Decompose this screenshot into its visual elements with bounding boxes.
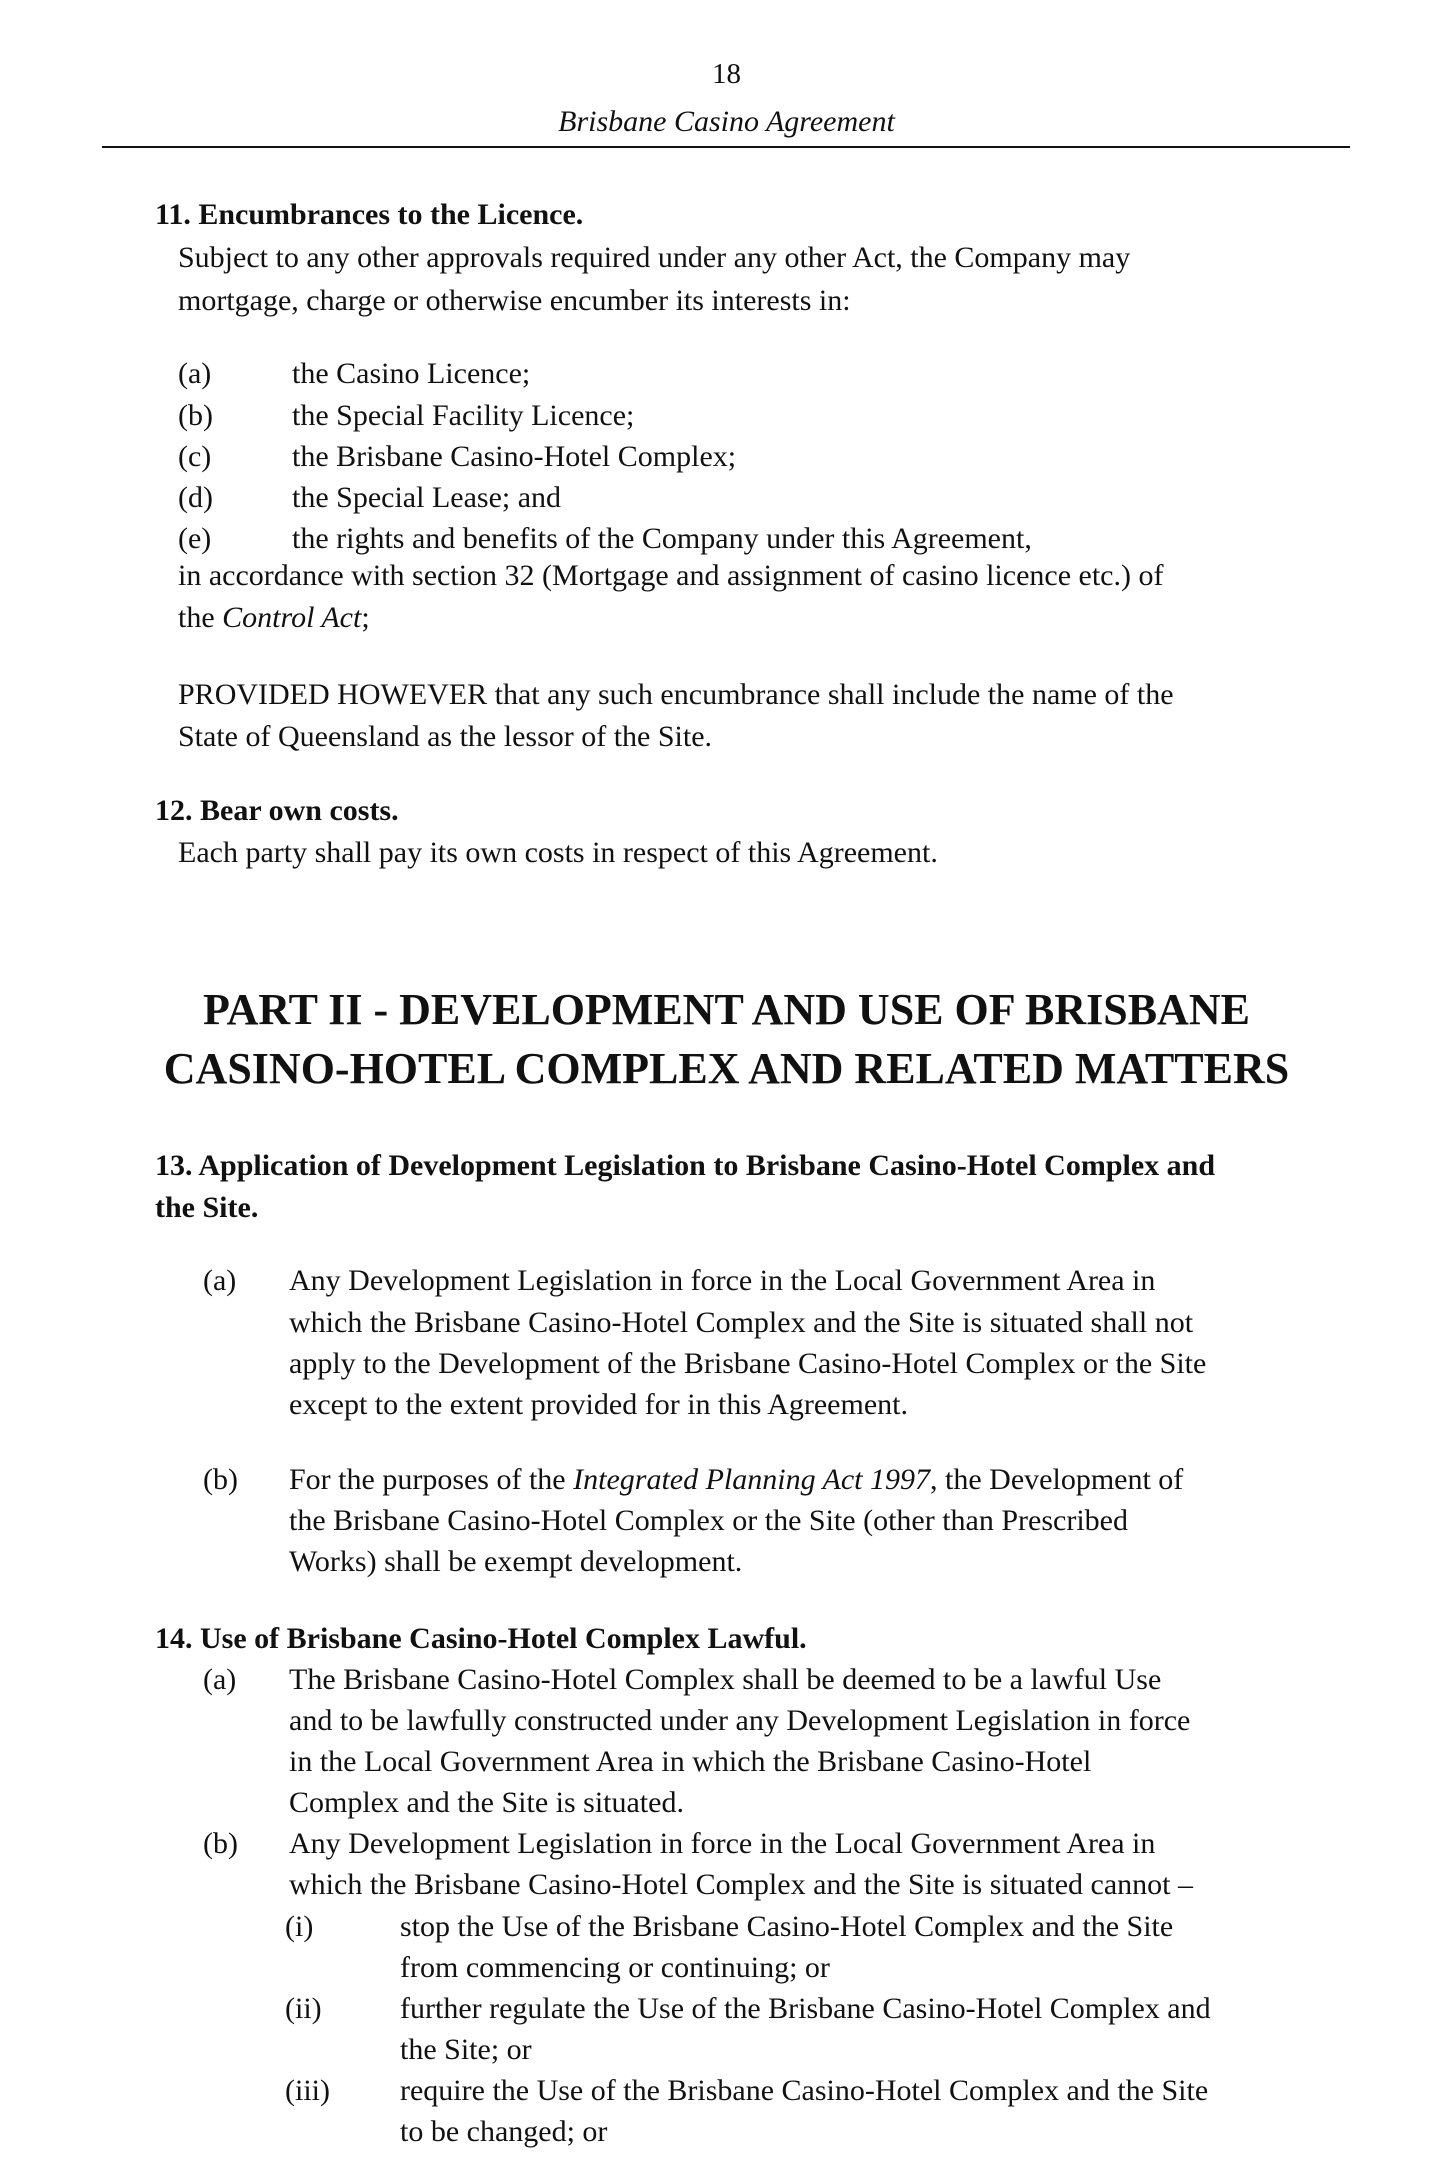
list-item-text: the Special Facility Licence;	[292, 399, 635, 432]
proviso-line-1: PROVIDED HOWEVER that any such encumbrance shall include the name of the	[178, 678, 1174, 711]
section-11-heading: 11. Encumbrances to the Licence.	[155, 198, 584, 231]
page-number: 18	[712, 58, 741, 90]
section-11-intro-line-1: Subject to any other approvals required under any other Act, the Company may	[178, 241, 1131, 274]
list-item-marker: (d)	[178, 481, 213, 514]
list-item-marker: (e)	[178, 522, 212, 555]
sub-item-line: further regulate the Use of the Brisbane Casino-Hotel Complex and	[400, 1992, 1211, 2025]
sub-item-marker: (i)	[285, 1910, 314, 1943]
section-14-heading: 14. Use of Brisbane Casino-Hotel Complex Lawful.	[155, 1622, 807, 1655]
list-item-marker: (a)	[178, 357, 212, 390]
section-13-a-line: apply to the Development of the Brisbane Casino-Hotel Complex or the Site	[289, 1347, 1207, 1380]
list-item-marker: (c)	[178, 440, 212, 473]
section-11-intro-line-2: mortgage, charge or otherwise encumber its interests in:	[178, 284, 851, 317]
part-heading-line-2: CASINO-HOTEL COMPLEX AND RELATED MATTERS	[163, 1044, 1290, 1093]
section-14-b-line: Any Development Legislation in force in the Local Government Area in	[289, 1827, 1156, 1860]
section-14-a-line: and to be lawfully constructed under any Development Legislation in force	[289, 1704, 1191, 1737]
sub-item-line: from commencing or continuing; or	[400, 1951, 830, 1984]
section-11-accordance-line-1: in accordance with section 32 (Mortgage and assignment of casino licence etc.) of	[178, 559, 1164, 592]
section-13-b-line: Works) shall be exempt development.	[289, 1545, 743, 1578]
section-13-a-line: Any Development Legislation in force in the Local Government Area in	[289, 1264, 1156, 1297]
list-item-marker: (b)	[203, 1827, 238, 1860]
section-11-accordance-line-2: the Control Act;	[178, 601, 370, 634]
sub-item-line: require the Use of the Brisbane Casino-Hotel Complex and the Site	[400, 2074, 1209, 2107]
section-14-b-line: which the Brisbane Casino-Hotel Complex and the Site is situated cannot –	[289, 1868, 1193, 1901]
section-13-a-line: except to the extent provided for in this Agreement.	[289, 1388, 908, 1421]
act-name: Integrated Planning Act 1997	[573, 1463, 931, 1496]
list-item-text: the rights and benefits of the Company under this Agreement,	[292, 522, 1032, 555]
list-item-marker: (a)	[203, 1663, 237, 1696]
sub-item-marker: (iii)	[285, 2074, 330, 2107]
running-title: Brisbane Casino Agreement	[558, 105, 895, 138]
list-item-marker: (a)	[203, 1264, 237, 1297]
section-14-a-line: The Brisbane Casino-Hotel Complex shall be deemed to be a lawful Use	[289, 1663, 1162, 1696]
list-item-marker: (b)	[203, 1463, 238, 1496]
section-12-heading: 12. Bear own costs.	[155, 794, 399, 827]
section-13-heading-line-1: 13. Application of Development Legislation to Brisbane Casino-Hotel Complex and	[155, 1149, 1216, 1182]
section-12-text: Each party shall pay its own costs in respect of this Agreement.	[178, 836, 938, 869]
sub-item-line: to be changed; or	[400, 2115, 608, 2148]
section-14-a-line: Complex and the Site is situated.	[289, 1786, 684, 1819]
sub-item-marker: (ii)	[285, 1992, 322, 2025]
list-item-text: the Casino Licence;	[292, 357, 531, 390]
part-heading-line-1: PART II - DEVELOPMENT AND USE OF BRISBANE	[203, 985, 1250, 1034]
list-item-text: the Special Lease; and	[292, 481, 562, 514]
section-13-a-line: which the Brisbane Casino-Hotel Complex and the Site is situated shall not	[289, 1306, 1194, 1339]
section-13-b-line: For the purposes of the Integrated Planning Act 1997, the Development of	[289, 1463, 1184, 1496]
act-name: Control Act	[222, 601, 362, 634]
sub-item-line: stop the Use of the Brisbane Casino-Hotel Complex and the Site	[400, 1910, 1174, 1943]
section-14-a-line: in the Local Government Area in which the Brisbane Casino-Hotel	[289, 1745, 1092, 1778]
section-13-heading-line-2: the Site.	[155, 1191, 259, 1224]
list-item-marker: (b)	[178, 399, 213, 432]
sub-item-line: the Site; or	[400, 2033, 532, 2066]
proviso-line-2: State of Queensland as the lessor of the Site.	[178, 720, 713, 753]
section-13-b-line: the Brisbane Casino-Hotel Complex or the Site (other than Prescribed	[289, 1504, 1128, 1537]
header-rule	[102, 146, 1350, 148]
list-item-text: the Brisbane Casino-Hotel Complex;	[292, 440, 737, 473]
